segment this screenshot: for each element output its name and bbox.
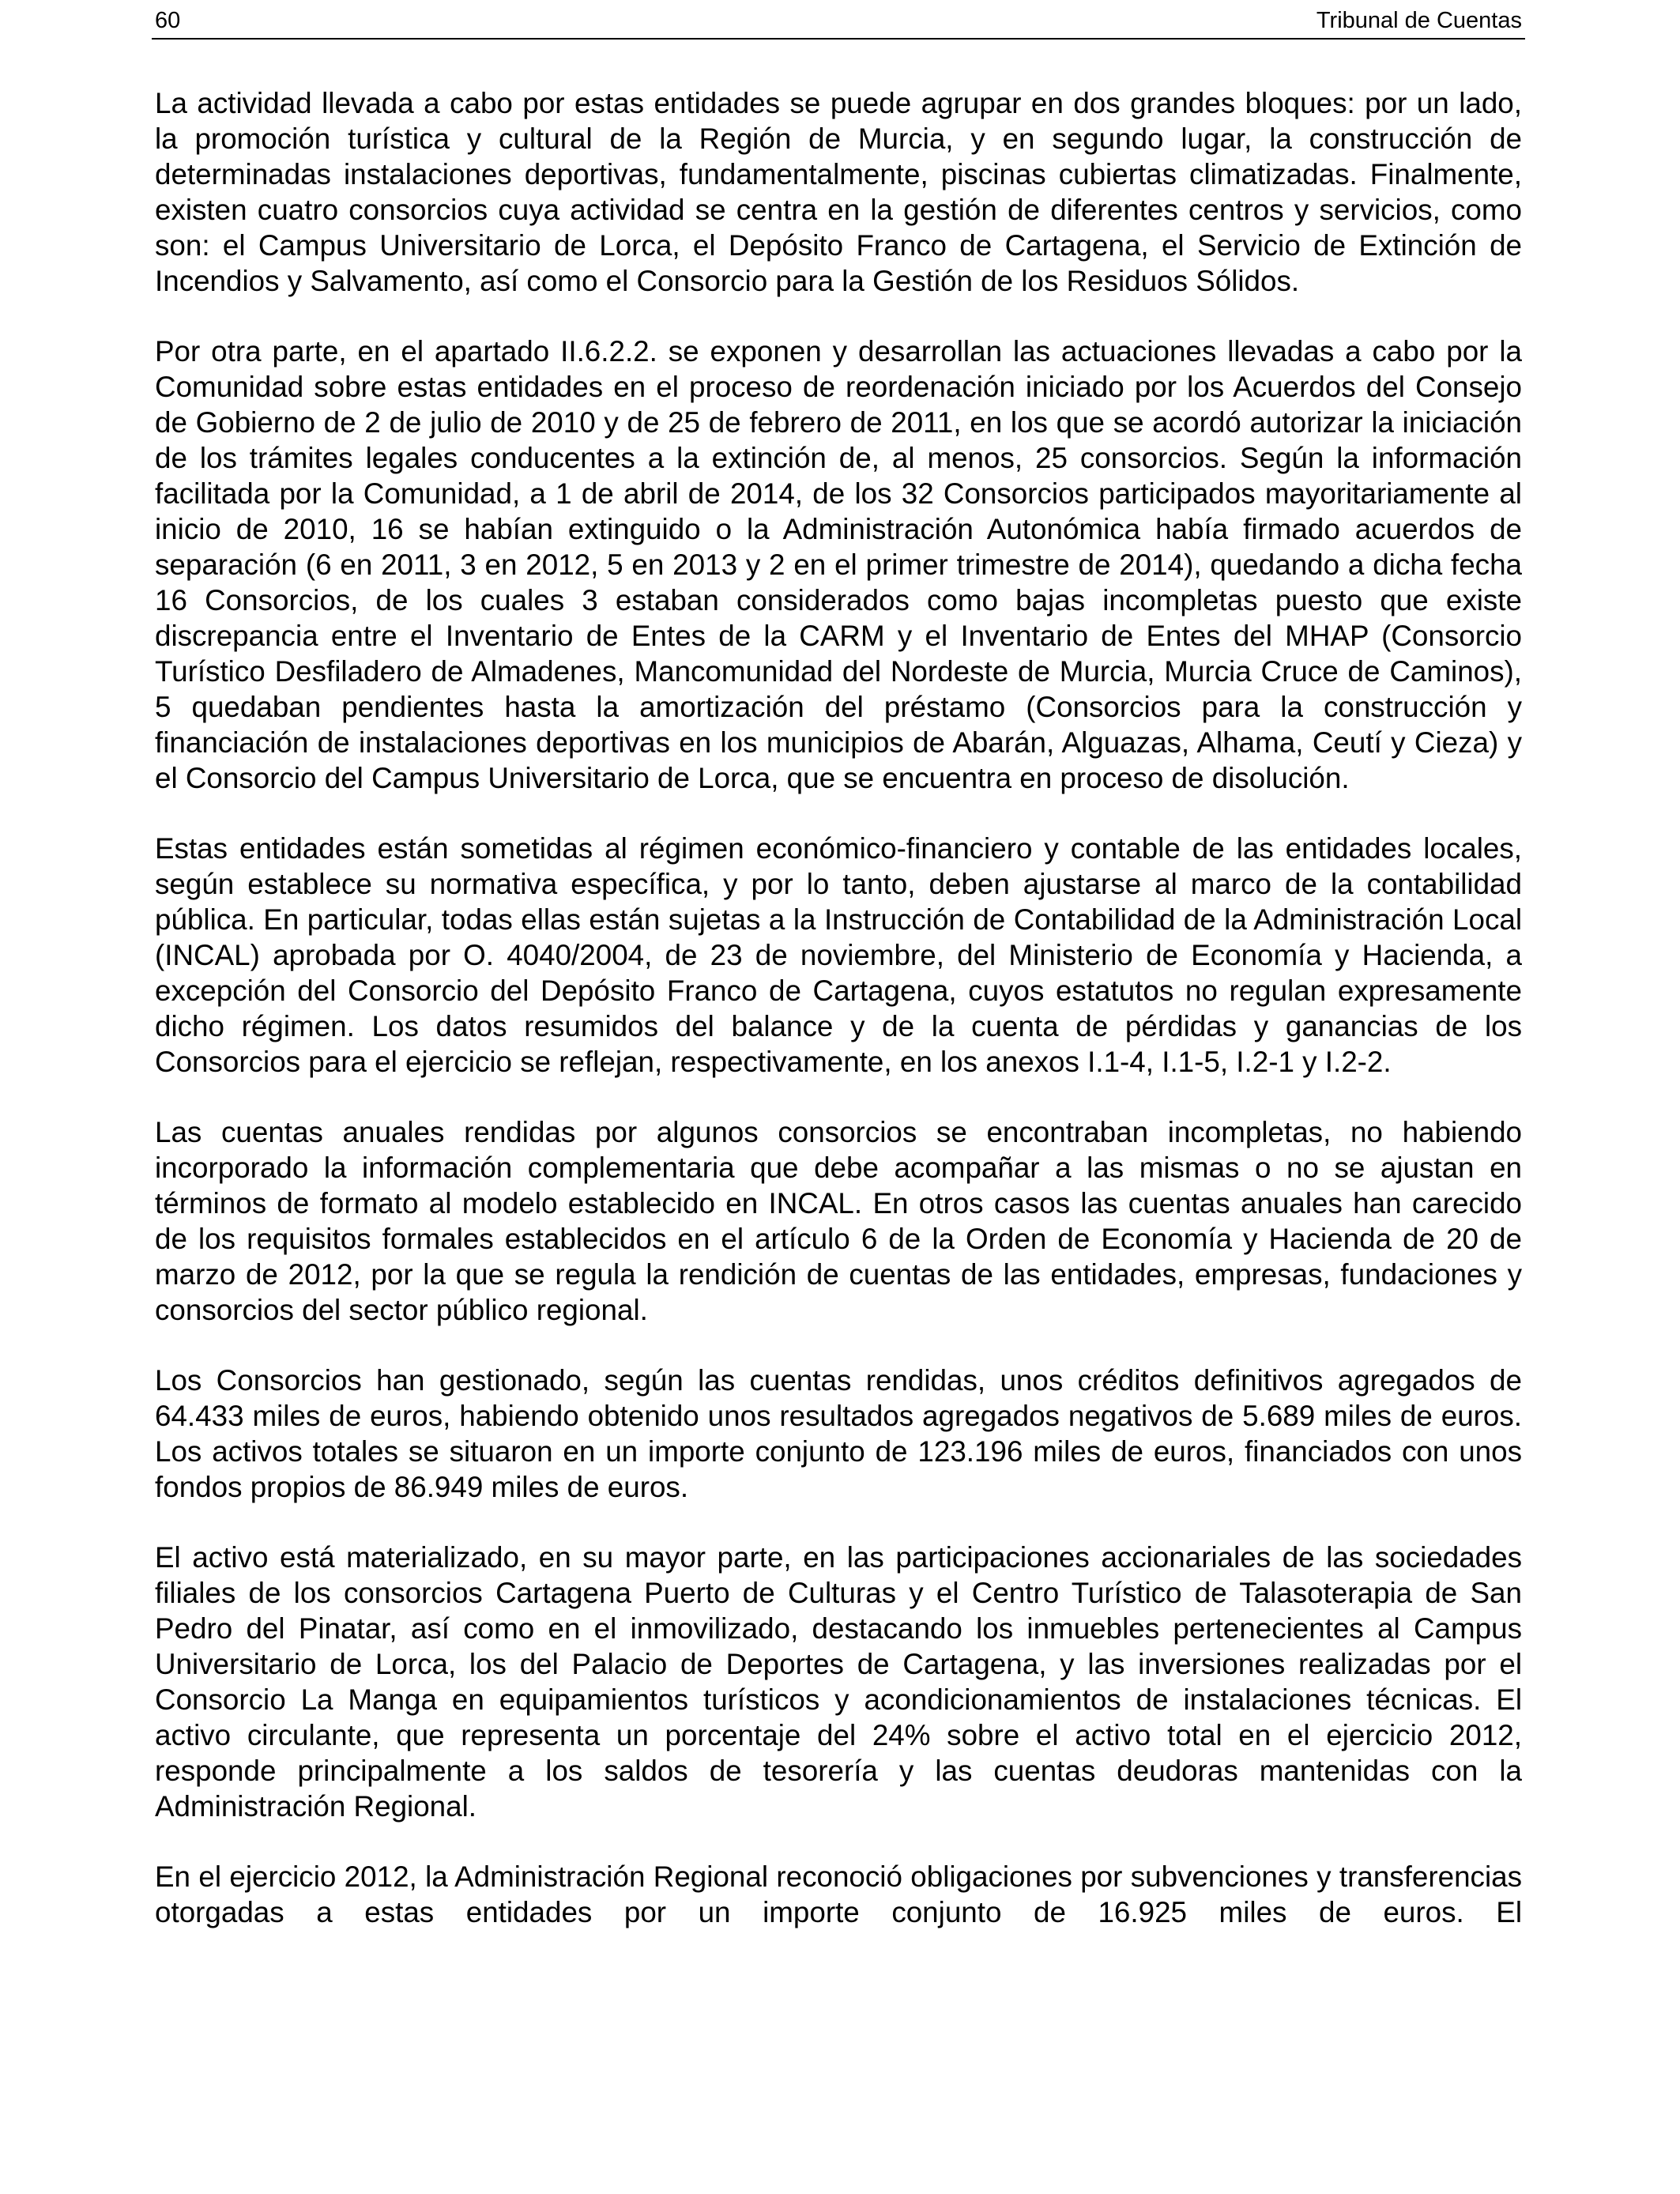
paragraph-assets: El activo está materializado, en su mayor parte, en las participaciones accionariales de las sociedades filiales de los consorcios Cartagena Puerto de Culturas y el Centro Turístico de Talasoterapia de San Pedro del Pinatar, así como en el inmovilizado, destacando los inmuebles pertenecientes al Campus Universitario de Lorca, los del Palacio de Deportes de Cartagena, y las inversiones realizadas por el Consorcio La Manga en equipamientos turísticos y acondicionamientos de instalaciones técnicas. El activo circulante, que representa un porcentaje del 24% sobre el activo total en el ejercicio 2012, responde principalmente a los saldos de tesorería y las cuentas deudoras mantenidas con la Administración Regional. [155, 1541, 1522, 1823]
paragraph-accounting-regime: Estas entidades están sometidas al régimen económico-financiero y contable de las entidades locales, según establece su normativa específica, y por lo tanto, deben ajustarse al marco de la contabilidad pública. En particular, todas ellas están sujetas a la Instrucción de Contabilidad de la Administración Local (INCAL) aprobada por O. 4040/2004, de 23 de noviembre, del Ministerio de Economía y Hacienda, a excepción del Consorcio del Depósito Franco de Cartagena, cuyos estatutos no regulan expresamente dicho régimen. Los datos resumidos del balance y de la cuenta de pérdidas y ganancias de los Consorcios para el ejercicio se reflejan, respectivamente, en los anexos I.1-4, I.1-5, I.2-1 y I.2-2. [155, 832, 1522, 1078]
page-number: 60 [155, 8, 181, 33]
paragraph-subsidies: En el ejercicio 2012, la Administración Regional reconoció obligaciones por subvenciones y transferencias otorgadas a estas entidades por un importe conjunto de 16.925 miles de euros. El [155, 1860, 1522, 1928]
document-body [155, 85, 1522, 1930]
paragraph-reorganization: Por otra parte, en el apartado II.6.2.2. se exponen y desarrollan las actuaciones llevadas a cabo por la Comunidad sobre estas entidades en el proceso de reordenación iniciado por los Acuerdos del Consejo de Gobierno de 2 de julio de 2010 y de 25 de febrero de 2011, en los que se acordó autorizar la iniciación de los trámites legales conducentes a la extinción de, al menos, 25 consorcios. Según la información facilitada por la Comunidad, a 1 de abril de 2014, de los 32 Consorcios participados mayoritariamente al inicio de 2010, 16 se habían extinguido o la Administración Autonómica había firmado acuerdos de separación (6 en 2011, 3 en 2012, 5 en 2013 y 2 en el primer trimestre de 2014), quedando a dicha fecha 16 Consorcios, de los cuales 3 estaban considerados como bajas incompletas puesto que existe discrepancia entre el Inventario de Entes de la CARM y el Inventario de Entes del MHAP (Consorcio Turístico Desfiladero de Almadenes, Mancomunidad del Nordeste de Murcia, Murcia Cruce de Caminos), 5 quedaban pendientes hasta la amortización del préstamo (Consorcios para la construcción y financiación de instalaciones deportivas en los municipios de Abarán, Alguazas, Alhama, Ceutí y Cieza) y el Consorcio del Campus Universitario de Lorca, que se encuentra en proceso de disolución. [155, 335, 1522, 794]
paragraph-annual-accounts: Las cuentas anuales rendidas por algunos consorcios se encontraban incompletas, no habiendo incorporado la información complementaria que debe acompañar a las mismas o no se ajustan en términos de formato al modelo establecido en INCAL. En otros casos las cuentas anuales han carecido de los requisitos formales establecidos en el artículo 6 de la Orden de Economía y Hacienda de 20 de marzo de 2012, por la que se regula la rendición de cuentas de las entidades, empresas, fundaciones y consorcios del sector público regional. [155, 1116, 1522, 1326]
paragraph-activity-blocks: La actividad llevada a cabo por estas entidades se puede agrupar en dos grandes bloques: por un lado, la promoción turística y cultural de la Región de Murcia, y en segundo lugar, la construcción de determinadas instalaciones deportivas, fundamentalmente, piscinas cubiertas climatizadas. Finalmente, existen cuatro consorcios cuya actividad se centra en la gestión de diferentes centros y servicios, como son: el Campus Universitario de Lorca, el Depósito Franco de Cartagena, el Servicio de Extinción de Incendios y Salvamento, así como el Consorcio para la Gestión de los Residuos Sólidos. [155, 87, 1522, 297]
running-title: Tribunal de Cuentas [1316, 8, 1522, 33]
paragraph-credits-results: Los Consorcios han gestionado, según las cuentas rendidas, unos créditos definitivos agregados de 64.433 miles de euros, habiendo obtenido unos resultados agregados negativos de 5.689 miles de euros. Los activos totales se situaron en un importe conjunto de 123.196 miles de euros, financiados con unos fondos propios de 86.949 miles de euros. [155, 1364, 1522, 1503]
page-header [152, 3, 1525, 40]
